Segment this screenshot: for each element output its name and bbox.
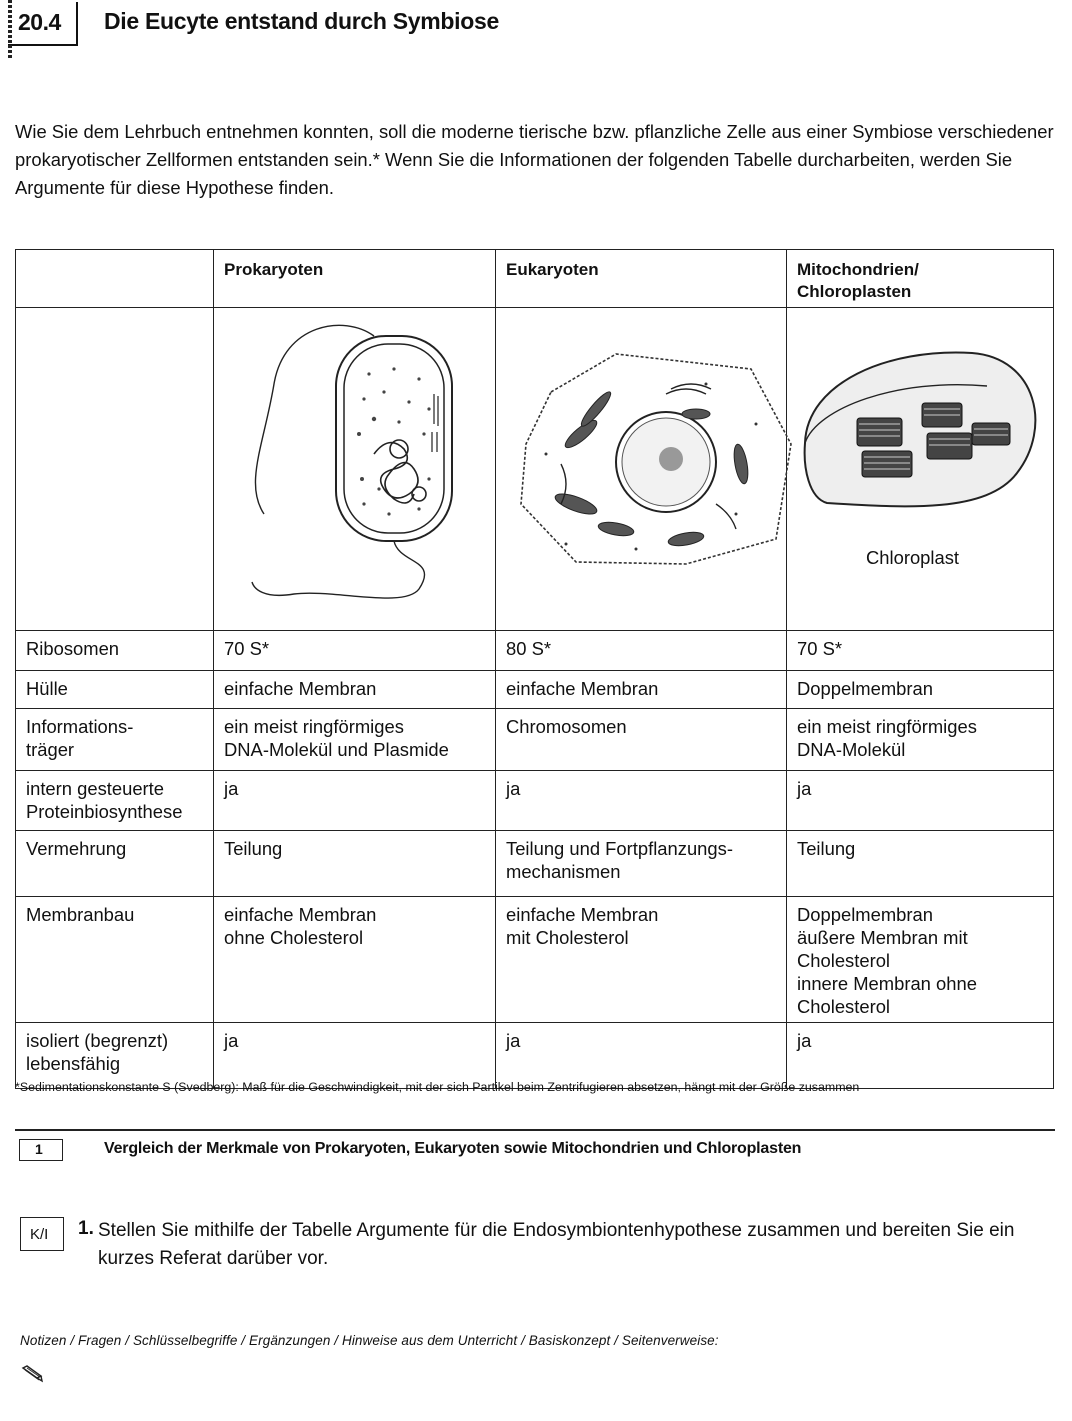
cell-mito-chloro: ein meist ringförmiges DNA-Molekül (787, 709, 1054, 771)
cell-eukaryoten: 80 S* (496, 631, 787, 671)
cell-mito-chloro: 70 S* (787, 631, 1054, 671)
cell-prokaryoten: ein meist ringförmiges DNA-Molekül und Plasmide (214, 709, 496, 771)
cell-mito-chloro: ja (787, 1023, 1054, 1089)
row-label: Informations- träger (16, 709, 214, 771)
chloroplast-illustration-cell (787, 308, 1054, 631)
cell-eukaryoten: Chromosomen (496, 709, 787, 771)
page-title: Die Eucyte entstand durch Symbiose (104, 8, 499, 34)
pencil-icon (20, 1364, 46, 1384)
cell-eukaryoten: ja (496, 1023, 787, 1089)
illustration-empty (16, 308, 214, 631)
cell-eukaryoten: einfache Membran (496, 671, 787, 709)
cell-prokaryoten: einfache Membran (214, 671, 496, 709)
comparison-table (15, 249, 1054, 1089)
cell-eukaryoten: einfache Membran mit Cholesterol (496, 897, 787, 1023)
task-number: 1. (78, 1218, 94, 1239)
cell-prokaryoten: ja (214, 1023, 496, 1089)
header-eukaryoten: Eukaryoten (496, 250, 787, 308)
row-ribosomen (16, 631, 1054, 671)
table-header-row (16, 250, 1054, 308)
row-label: Vermehrung (16, 831, 214, 897)
cell-mito-chloro: Teilung (787, 831, 1054, 897)
header-mito-chloro: Mitochondrien/ Chloroplasten (787, 250, 1054, 308)
prokaryote-illustration-cell (214, 308, 496, 631)
row-label: intern gesteuerte Proteinbiosynthese (16, 771, 214, 831)
cell-mito-chloro: Doppelmembran (787, 671, 1054, 709)
header-prokaryoten: Prokaryoten (214, 250, 496, 308)
figure-caption: Vergleich der Merkmale von Prokaryoten, Eukaryoten sowie Mitochondrien und Chloroplasten (104, 1140, 802, 1157)
section-number: 20.4 (8, 2, 78, 46)
divider (15, 1129, 1055, 1131)
cell-prokaryoten: einfache Membran ohne Cholesterol (214, 897, 496, 1023)
cell-prokaryoten: ja (214, 771, 496, 831)
cell-prokaryoten: Teilung (214, 831, 496, 897)
intro-paragraph: Wie Sie dem Lehrbuch entnehmen konnten, soll die moderne tierische bzw. pflanzliche Zelle aus einer Symbiose verschiedener prokaryotischer Zellformen entstanden sein.* Wenn Sie die Informationen der folgenden Tabelle durcharbeiten, werden Sie Argumente für diese Hypothese finden. (15, 121, 1054, 198)
figure-number: 1 (19, 1139, 63, 1161)
row-proteinbiosynthese (16, 771, 1054, 831)
cell-eukaryoten: ja (496, 771, 787, 831)
row-label: Hülle (16, 671, 214, 709)
row-informationstraeger (16, 709, 1054, 771)
row-label: Membranbau (16, 897, 214, 1023)
cell-mito-chloro: Doppelmembran äußere Membran mit Cholesterol innere Membran ohne Cholesterol (787, 897, 1054, 1023)
row-huelle (16, 671, 1054, 709)
illustration-row (16, 308, 1054, 631)
header-empty (16, 250, 214, 308)
eukaryote-illustration-cell (496, 308, 787, 631)
cell-eukaryoten: Teilung und Fortpflanzungs- mechanismen (496, 831, 787, 897)
prokaryote-cell-illustration (224, 314, 506, 621)
chloroplast-illustration (787, 308, 1054, 538)
page-header (0, 0, 1072, 50)
row-membranbau (16, 897, 1054, 1023)
task-text: Stellen Sie mithilfe der Tabelle Argumente für die Endosymbiontenhypothese zusammen und bereiten Sie ein kurzes Referat darüber vor. (98, 1220, 1015, 1269)
notes-label: Notizen / Fragen / Schlüsselbegriffe / Ergänzungen / Hinweise aus dem Unterricht / Basiskonzept / Seitenverweise: (20, 1333, 719, 1348)
chloroplast-caption: Chloroplast (866, 547, 960, 568)
cell-prokaryoten: 70 S* (214, 631, 496, 671)
row-label: Ribosomen (16, 631, 214, 671)
cell-mito-chloro: ja (787, 771, 1054, 831)
row-vermehrung (16, 831, 1054, 897)
footnote: *Sedimentationskonstante S (Svedberg): Maß für die Geschwindigkeit, mit der sich Partikel beim Zentrifugieren absetzen, hängt mit der Größe zusammen (15, 1080, 860, 1094)
task-badge: K/I (20, 1217, 64, 1251)
eukaryote-cell-illustration (506, 314, 797, 621)
row-label: isoliert (begrenzt) lebensfähig (16, 1023, 214, 1089)
